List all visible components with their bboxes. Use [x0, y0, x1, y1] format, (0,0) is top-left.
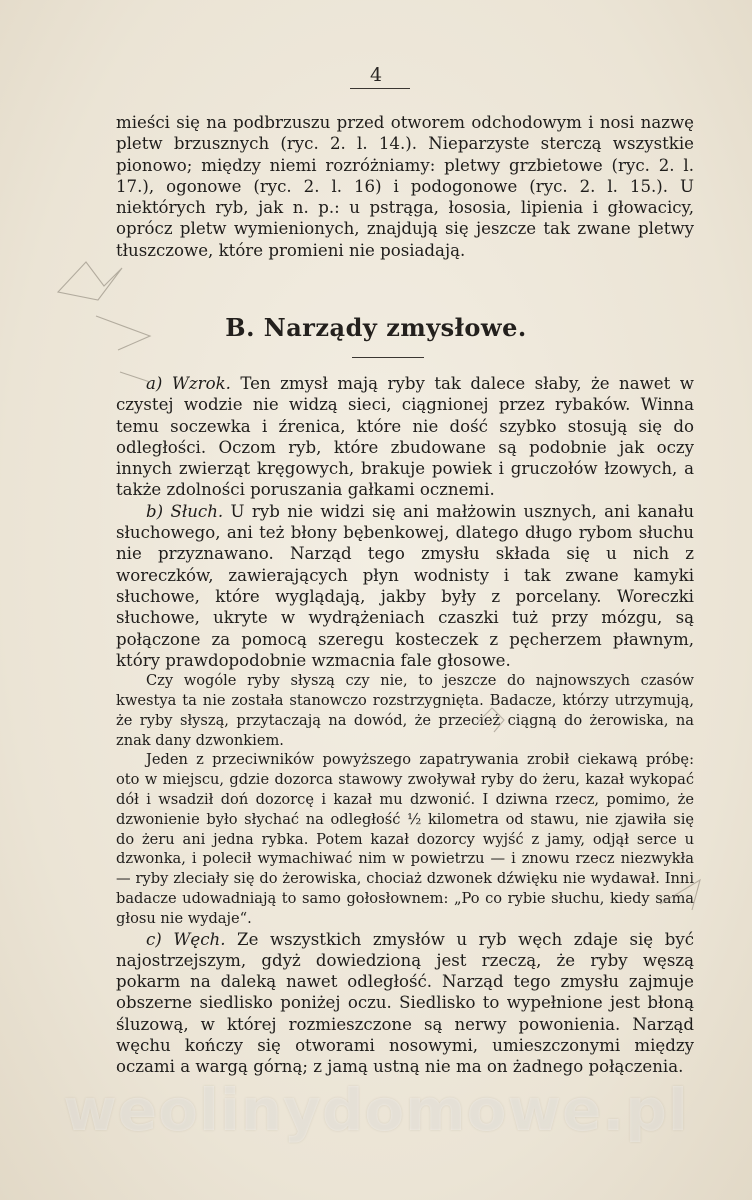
- paragraph-sluch: [116, 501, 694, 671]
- pencil-mark-left-a: [58, 262, 122, 300]
- paragraph-small-1: Czy wogóle ryby słyszą czy nie, to jeszcze do najnowszych czasów kwestya ta nie została stanowczo rozstrzygnięta. Badacze, którzy utrzymują, że ryby słyszą, przytaczają na dowód, że przecież ciągną do żerowiska, na znak dany dzwonkiem.: [116, 672, 694, 749]
- wzrok-label: a) Wzrok.: [146, 374, 231, 393]
- section-heading: B. Narządy zmysłowe.: [225, 313, 527, 342]
- watermark-text: weolinydomowe.pl: [63, 1076, 689, 1144]
- sluch-label: b) Słuch.: [146, 501, 224, 521]
- page-number: 4: [369, 64, 383, 86]
- paragraph-small-2: Jeden z przeciwników powyższego zapatrywania zrobił ciekawą próbę: oto w miejscu, gdzie dozorca stawowy zwoływał ryby do żeru, kazał wykopać dół i wsadził doń dozorcę i kazał mu dzwonić. I dziwna rzecz, pomimo, że dzwonienie było słychać na odległość ½ kilometra od stawu, nie zjawiła się do żeru ani jedna rybka. Potem kazał dozorcy wyjść z jamy, odjął serce u dzwonka, i polecił wymachiwać nim w powietrzu — i znowu rzecz niezwykła — ryby zleciały się do żerowiska, chociaż dzwonek dźwięku nie wydawał. Inni badacze udowadniają to samo gołosłownem: „Po co rybie słuchu, kiedy sama głosu nie wydaje“.: [116, 751, 694, 927]
- senses-text-block: [116, 373, 694, 1078]
- paragraph-wzrok: [116, 373, 694, 501]
- page-number-rule: [350, 88, 410, 89]
- intro-paragraph: mieści się na podbrzuszu przed otworem odchodowym i nosi nazwę pletw brzusznych (ryc. 2. l. 14.). Nieparzyste sterczą wszystkie pionowo; między niemi rozróżniamy: pletwy grzbietowe (ryc. 2. l. 17.), ogonowe (ryc. 2. l. 16) i podogonowe (ryc. 2. l. 15.). U niektórych ryb, jak n. p.: u pstrąga, łososia, lipienia i głowacicy, oprócz pletw wymienionych, znajdują się jeszcze tak zwane pletwy tłuszczowe, które promieni nie posiadają.: [116, 113, 694, 260]
- sluch-text: U ryb nie widzi się ani małżowin usznych, ani kanału słuchowego, ani też błony bębenkowej, dlatego długo rybom słuchu nie przyznawano. Narząd tego zmysłu składa się u nich z woreczków, zawierających płyn wodnisty i tak zwane kamyki słuchowe, które wyglądają, jakby były z porcelany. Woreczki słuchowe, ukryte w wydrążeniach czaszki tuż przy mózgu, są połączone za pomocą szeregu kosteczek z pęcherzem pławnym, który prawdopodobnie wzmacnia fale głosowe.: [116, 501, 695, 670]
- wech-text: Ze wszystkich zmysłów u ryb węch zdaje się być najostrzejszym, gdyż dowiedzioną jest rzeczą, że ryby węszą pokarm na daleką nawet odległość. Narząd tego zmysłu zajmuje obszerne siedlisko poniżej oczu. Siedlisko to wypełnione jest błoną śluzową, w której rozmieszczone są nerwy powonienia. Narząd węchu kończy się otworami nosowymi, umieszczonymi między oczami a wargą górną; z jamą ustną nie ma on żadnego połączenia.: [116, 929, 694, 1077]
- intro-paragraph-block: [116, 112, 694, 261]
- heading-rule: [352, 357, 424, 358]
- wech-label: c) Węch.: [146, 929, 226, 949]
- wzrok-text: Ten zmysł mają ryby tak dalece słaby, że nawet w czystej wodzie nie widzą sieci, ciągnionej przez rybaków. Winna temu soczewka i źrenica, które nie dość szybko stosują się do odległości. Oczom ryb, które zbudowane są podobnie jak oczy innych zwierząt kręgowych, brakuje powiek i gruczołów łzowych, a także zdolności poruszania gałkami ocznemi.: [116, 374, 694, 500]
- paragraph-wech: [116, 929, 694, 1078]
